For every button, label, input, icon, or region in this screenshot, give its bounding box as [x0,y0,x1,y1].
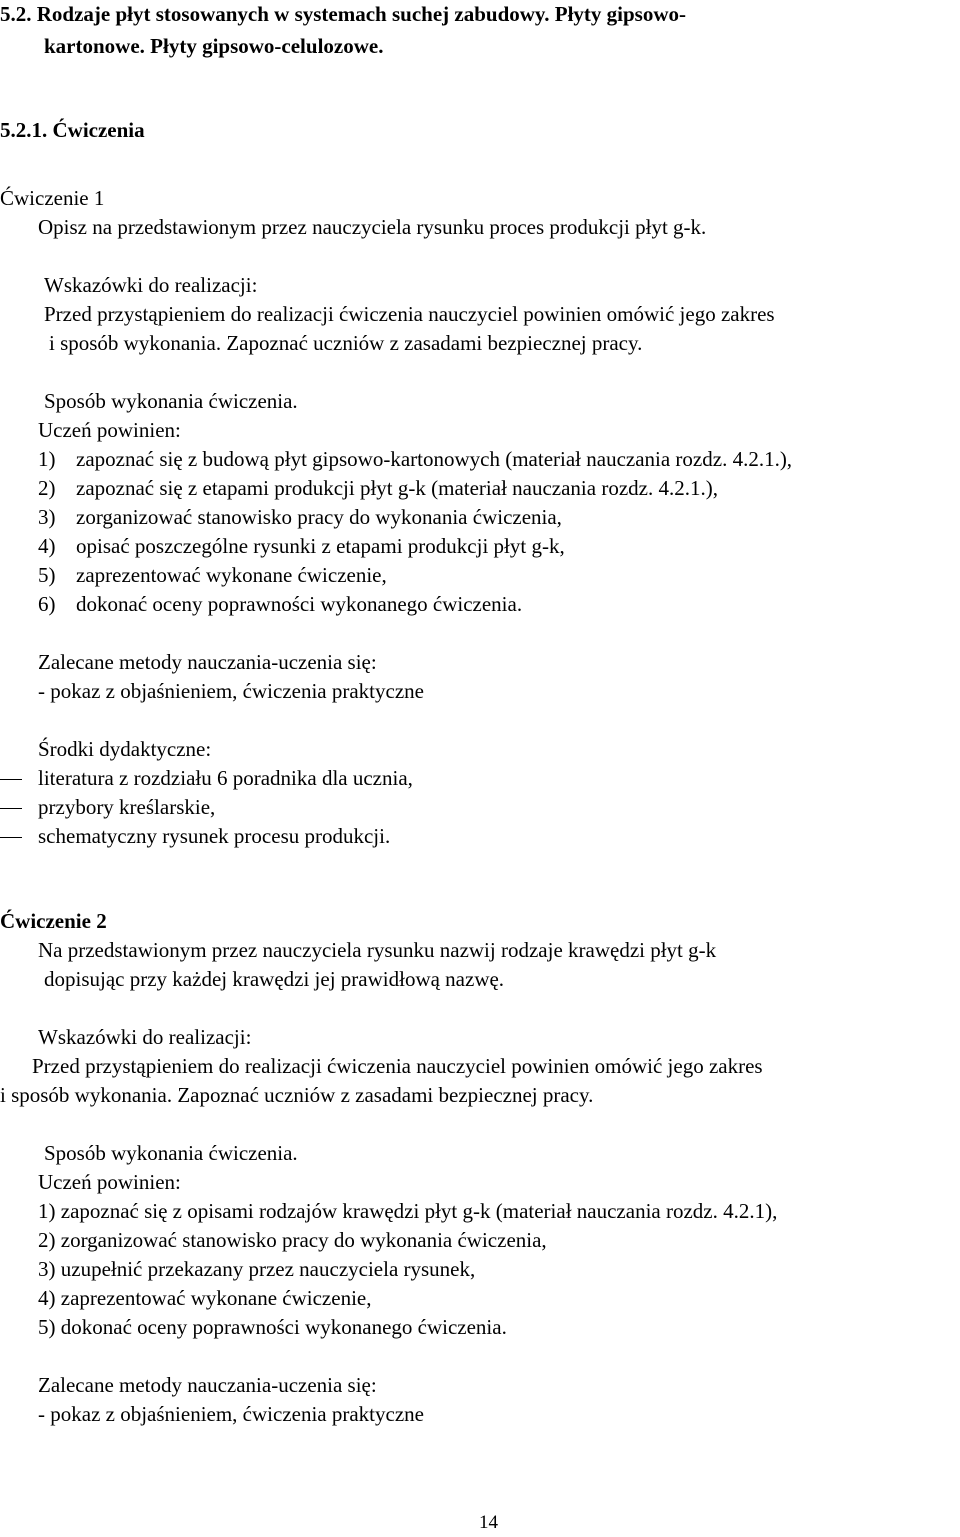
exercise-1-task: Opisz na przedstawionym przez nauczyciela rysunku proces produkcji płyt g-k. [38,215,707,239]
list-dash [0,837,22,838]
step-number: 2) [38,476,56,500]
step-text: zaprezentować wykonane ćwiczenie, [76,563,387,587]
page-number: 14 [479,1512,498,1533]
exercise-2-hints-line2: i sposób wykonania. Zapoznać uczniów z zasadami bezpiecznej pracy. [0,1083,594,1107]
step-text: dokonać oceny poprawności wykonanego ćwiczenia. [76,592,523,616]
exercise-1-teaching-title: Zalecane metody nauczania-uczenia się: [38,650,377,674]
section-heading-line1: 5.2. Rodzaje płyt stosowanych w systemach suchej zabudowy. Płyty gipsowo- [0,2,687,26]
step-number: 6) [38,592,56,616]
exercise-1-method-title: Sposób wykonania ćwiczenia. [44,389,298,413]
list-dash [0,808,22,809]
step-text: zapoznać się z etapami produkcji płyt g-k (materiał nauczania rozdz. 4.2.1.), [76,476,718,500]
exercise-1-hints-title: Wskazówki do realizacji: [44,273,258,297]
exercise-2-task-line1: Na przedstawionym przez nauczyciela rysunku nazwij rodzaje krawędzi płyt g-k [38,938,717,962]
step-item: 2) zorganizować stanowisko pracy do wykonania ćwiczenia, [38,1228,547,1252]
step-number: 1) [38,447,56,471]
aid-item: schematyczny rysunek procesu produkcji. [38,824,391,848]
step-text: opisać poszczególne rysunki z etapami produkcji płyt g-k, [76,534,565,558]
aid-item: przybory kreślarskie, [38,795,216,819]
exercise-2-teaching-title: Zalecane metody nauczania-uczenia się: [38,1373,377,1397]
step-number: 5) [38,563,56,587]
exercise-1-title: Ćwiczenie 1 [0,186,105,210]
aid-item: literatura z rozdziału 6 poradnika dla ucznia, [38,766,413,790]
list-dash [0,779,22,780]
exercise-2-student-title: Uczeń powinien: [38,1170,181,1194]
step-text: zapoznać się z budową płyt gipsowo-kartonowych (materiał nauczania rozdz. 4.2.1.), [76,447,793,471]
step-text: zorganizować stanowisko pracy do wykonania ćwiczenia, [76,505,562,529]
exercise-1-hints-line2: i sposób wykonania. Zapoznać uczniów z zasadami bezpiecznej pracy. [49,331,643,355]
exercise-2-title: Ćwiczenie 2 [0,909,107,933]
step-item: 4) zaprezentować wykonane ćwiczenie, [38,1286,372,1310]
exercise-1-student-title: Uczeń powinien: [38,418,181,442]
step-item: 3) uzupełnić przekazany przez nauczyciela rysunek, [38,1257,476,1281]
exercise-1-aids-title: Środki dydaktyczne: [38,737,212,761]
exercise-2-hints-title: Wskazówki do realizacji: [38,1025,252,1049]
subsection-heading: 5.2.1. Ćwiczenia [0,118,145,142]
exercise-2-method-title: Sposób wykonania ćwiczenia. [44,1141,298,1165]
step-number: 4) [38,534,56,558]
exercise-1-hints-line1: Przed przystąpieniem do realizacji ćwiczenia nauczyciel powinien omówić jego zakres [44,302,775,326]
step-item: 5) dokonać oceny poprawności wykonanego ćwiczenia. [38,1315,507,1339]
exercise-1-teaching-item: - pokaz z objaśnieniem, ćwiczenia praktyczne [38,679,424,703]
step-number: 3) [38,505,56,529]
exercise-2-teaching-item: - pokaz z objaśnieniem, ćwiczenia praktyczne [38,1402,424,1426]
step-item: 1) zapoznać się z opisami rodzajów krawędzi płyt g-k (materiał nauczania rozdz. 4.2.1), [38,1199,778,1223]
section-heading-line2: kartonowe. Płyty gipsowo-celulozowe. [44,34,384,58]
exercise-2-task-line2: dopisując przy każdej krawędzi jej prawidłową nazwę. [44,967,505,991]
exercise-2-hints-line1: Przed przystąpieniem do realizacji ćwiczenia nauczyciel powinien omówić jego zakres [32,1054,763,1078]
